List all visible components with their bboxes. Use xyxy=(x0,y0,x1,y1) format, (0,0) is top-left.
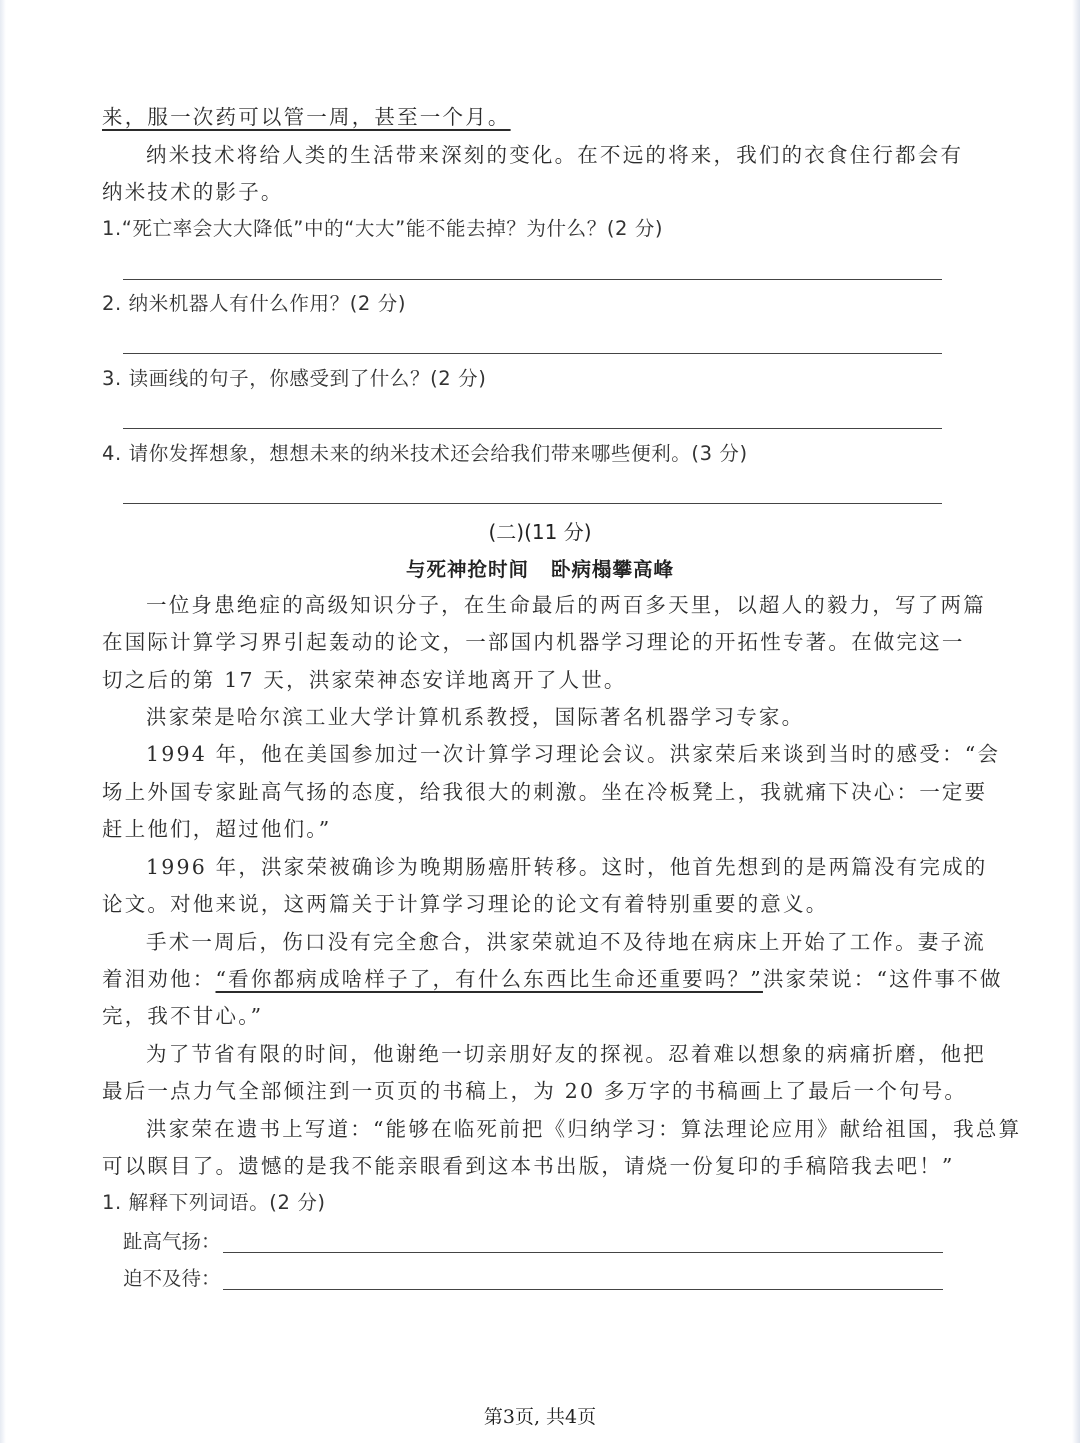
passage2-line-10: 手术一周后，伤口没有完全愈合，洪家荣就迫不及待地在病床上开始了工作。妻子流 xyxy=(146,930,986,954)
passage2-line-11 xyxy=(102,964,1003,994)
question-4: 4. 请你发挥想象，想想未来的纳米技术还会给我们带来哪些便利。(3 分) xyxy=(102,442,748,465)
answer-line-2[interactable] xyxy=(123,353,942,354)
passage2-line-13: 为了节省有限的时间，他谢绝一切亲朋好友的探视。忍着难以想象的病痛折磨，他把 xyxy=(146,1042,986,1066)
answer-line-1[interactable] xyxy=(123,279,942,280)
passage2-line-11c: 洪家荣说：“这件事不做 xyxy=(762,967,1003,991)
passage2-line-2: 在国际计算学习界引起轰动的论文，一部国内机器学习理论的开拓性专著。在做完这一 xyxy=(102,630,965,654)
underlined-sentence: “看你都病成啥样子了，有什么东西比生命还重要吗？” xyxy=(215,967,763,991)
passage2-line-7: 赶上他们，超过他们。” xyxy=(102,817,332,841)
question2-1: 1. 解释下列词语。(2 分) xyxy=(102,1191,326,1214)
passage2-line-14: 最后一点力气全部倾注到一页页的书稿上，为 20 多万字的书稿画上了最后一个句号。 xyxy=(102,1079,968,1103)
question-3: 3. 读画线的句子，你感受到了什么？(2 分) xyxy=(102,367,487,390)
vocab-term-1: 趾高气扬： xyxy=(123,1230,221,1253)
question-1: 1.“死亡率会大大降低”中的“大大”能不能去掉？为什么？(2 分) xyxy=(102,217,664,240)
passage2-line-12: 完，我不甘心。” xyxy=(102,1004,264,1028)
question-2: 2. 纳米机器人有什么作用？(2 分) xyxy=(102,292,407,315)
passage1-line-3: 纳米技术的影子。 xyxy=(102,180,284,204)
vocab-answer-line-1[interactable] xyxy=(223,1252,943,1253)
page-footer: 第3页, 共4页 xyxy=(483,1406,597,1428)
passage2-line-15: 洪家荣在遗书上写道：“能够在临死前把《归纳学习：算法理论应用》献给祖国，我总算 xyxy=(146,1117,1022,1141)
passage2-line-16: 可以瞑目了。遗憾的是我不能亲眼看到这本书出版，请烧一份复印的手稿陪我去吧！” xyxy=(102,1154,955,1178)
page-edge-left xyxy=(0,0,6,1443)
passage2-line-11a: 着泪劝他： xyxy=(102,967,216,991)
article-title-part1: 与死神抢时间 xyxy=(405,558,529,581)
passage1-line-2: 纳米技术将给人类的生活带来深刻的变化。在不远的将来，我们的衣食住行都会有 xyxy=(146,143,964,167)
article-title-part2: 卧病榻攀高峰 xyxy=(551,558,675,581)
passage2-line-5: 1994 年，他在美国参加过一次计算学习理论会议。洪家荣后来谈到当时的感受：“会 xyxy=(146,742,1001,766)
passage2-line-4: 洪家荣是哈尔滨工业大学计算机系教授，国际著名机器学习专家。 xyxy=(146,705,805,729)
vocab-item-2 xyxy=(123,1263,943,1293)
page-edge-right xyxy=(1072,0,1080,1443)
passage1-line-1: 来，服一次药可以管一周，甚至一个月。 xyxy=(102,105,511,129)
vocab-term-2: 迫不及待： xyxy=(123,1267,221,1290)
vocab-item-1 xyxy=(123,1226,943,1256)
passage2-line-8: 1996 年，洪家荣被确诊为晚期肠癌肝转移。这时，他首先想到的是两篇没有完成的 xyxy=(146,855,988,879)
passage2-line-3: 切之后的第 17 天，洪家荣神态安详地离开了人世。 xyxy=(102,668,627,692)
passage2-line-1: 一位身患绝症的高级知识分子，在生命最后的两百多天里，以超人的毅力，写了两篇 xyxy=(146,593,986,617)
passage2-line-9: 论文。对他来说，这两篇关于计算学习理论的论文有着特别重要的意义。 xyxy=(102,892,829,916)
answer-line-3[interactable] xyxy=(123,428,942,429)
article-title xyxy=(0,554,1080,582)
vocab-answer-line-2[interactable] xyxy=(223,1289,943,1290)
section-heading: (二)(11 分) xyxy=(488,520,592,544)
passage2-line-6: 场上外国专家趾高气扬的态度，给我很大的刺激。坐在冷板凳上，我就痛下决心：一定要 xyxy=(102,780,988,804)
answer-line-4[interactable] xyxy=(123,503,942,504)
